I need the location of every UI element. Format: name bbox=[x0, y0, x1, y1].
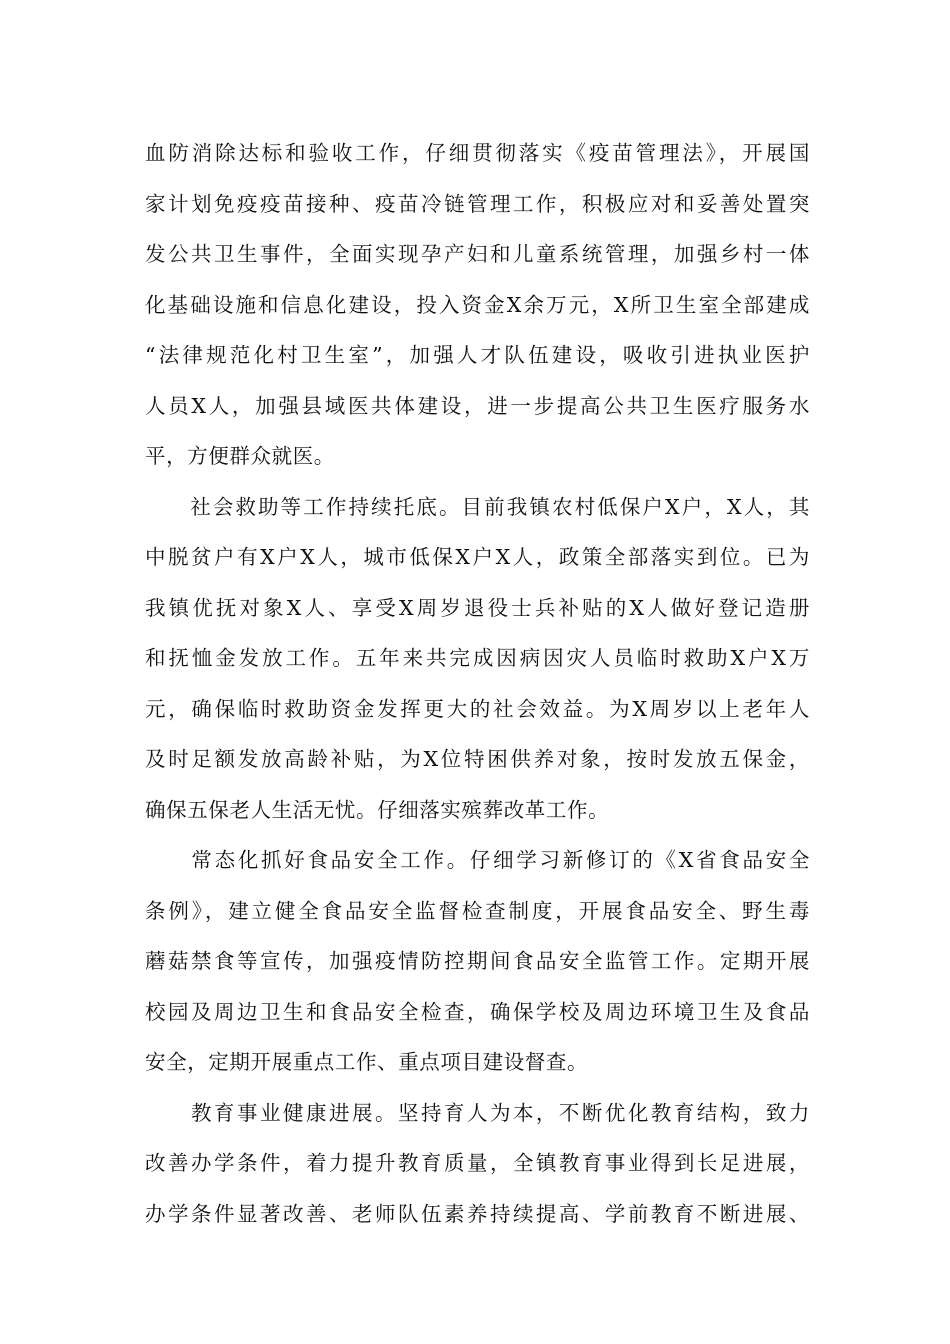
body-text bbox=[145, 128, 810, 1239]
text-line: 确保五保老人生活无忧。仔细落实殡葬改革工作。 bbox=[145, 797, 610, 822]
text-line: “法律规范化村卫生室”，加强人才队伍建设，吸收引进执业医护 bbox=[145, 343, 810, 367]
text-line: 家计划免疫疫苗接种、疫苗冷链管理工作，积极应对和妥善处置突 bbox=[145, 191, 810, 216]
text-line: 教育事业健康进展。坚持育人为本，不断优化教育结构，致力 bbox=[145, 1100, 810, 1125]
text-line: 发公共卫生事件，全面实现孕产妇和儿童系统管理，加强乡村一体 bbox=[145, 242, 810, 266]
text-line: 常态化抓好食品安全工作。仔细学习新修订的《X省食品安全 bbox=[145, 848, 810, 872]
text-line: 办学条件显著改善、老师队伍素养持续提高、学前教育不断进展、 bbox=[145, 1201, 810, 1226]
text-line: 安全，定期开展重点工作、重点项目建设督查。 bbox=[145, 1050, 589, 1074]
text-line: 元，确保临时救助资金发挥更大的社会效益。为X周岁以上老年人 bbox=[145, 696, 810, 721]
text-line: 校园及周边卫生和食品安全检查，确保学校及周边环境卫生及食品 bbox=[145, 999, 810, 1024]
text-line: 及时足额发放高龄补贴，为X位特困供养对象，按时发放五保金， bbox=[145, 747, 810, 771]
text-line: 改善办学条件，着力提升教育质量，全镇教育事业得到长足进展， bbox=[145, 1151, 810, 1175]
text-line: 血防消除达标和验收工作，仔细贯彻落实《疫苗管理法》，开展国 bbox=[145, 141, 810, 165]
text-line: 人员X人，加强县域医共体建设，进一步提高公共卫生医疗服务水 bbox=[145, 393, 810, 418]
text-line: 和抚恤金发放工作。五年来共完成因病因灾人员临时救助X户X万 bbox=[145, 646, 810, 670]
text-line: 蘑菇禁食等宣传，加强疫情防控期间食品安全监管工作。定期开展 bbox=[145, 949, 810, 973]
text-line: 我镇优抚对象X人、享受X周岁退役士兵补贴的X人做好登记造册 bbox=[145, 595, 810, 620]
text-line: 平，方便群众就医。 bbox=[145, 444, 335, 468]
text-line: 中脱贫户有X户X人，城市低保X户X人，政策全部落实到位。已为 bbox=[145, 545, 810, 569]
text-line: 化基础设施和信息化建设，投入资金X余万元，X所卫生室全部建成 bbox=[145, 292, 810, 317]
text-line: 条例》，建立健全食品安全监督检查制度，开展食品安全、野生毒 bbox=[145, 898, 810, 923]
text-line: 社会救助等工作持续托底。目前我镇农村低保户X户，X人，其 bbox=[145, 494, 810, 519]
